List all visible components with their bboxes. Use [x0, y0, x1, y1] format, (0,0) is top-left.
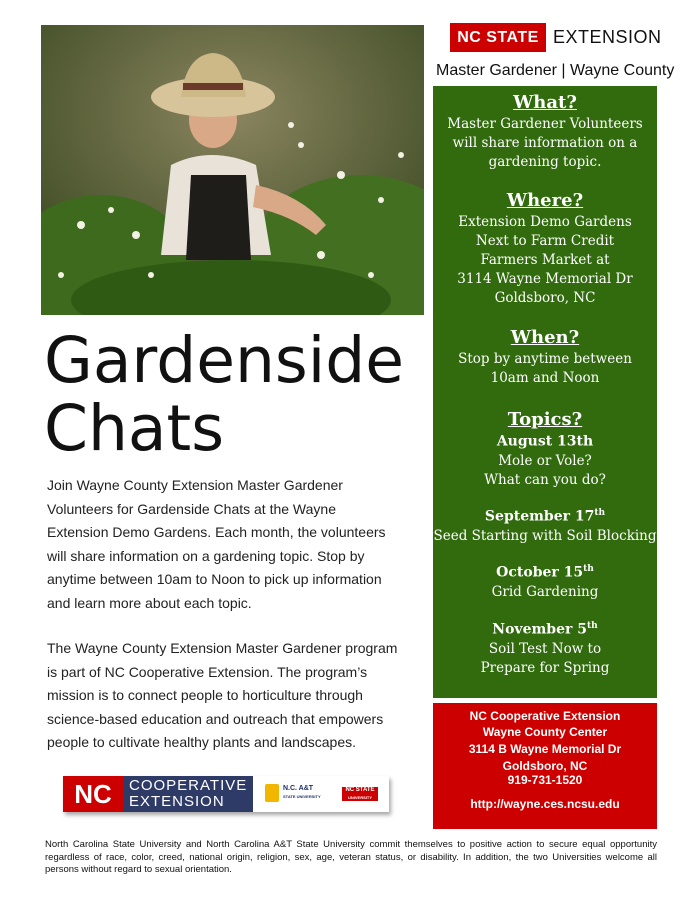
nc-cooperative-extension-logo: [63, 776, 253, 812]
page-title: [44, 324, 404, 465]
body-line: is part of NC Cooperative Extension. The program’s: [47, 663, 368, 680]
coop-wordmark: [129, 778, 247, 810]
title-line: Gardenside: [44, 324, 404, 397]
header-subtitle: Master Gardener | Wayne County: [436, 62, 675, 79]
contact-url-link[interactable]: http://wayne.ces.ncsu.edu: [470, 797, 620, 811]
topic-line: Grid Gardening: [491, 584, 599, 600]
topic-line: Mole or Vole?: [498, 453, 592, 469]
ncs-line: UNIVERSITY: [347, 795, 372, 800]
ncs-line: NC STATE: [345, 787, 375, 793]
topic-line: Prepare for Spring: [480, 660, 610, 676]
nc-state-logo: NC STATE: [450, 23, 546, 52]
contact-address: 3114 B Wayne Memorial Dr: [468, 742, 622, 756]
title-line: Chats: [44, 392, 225, 465]
where-line: Extension Demo Gardens: [458, 214, 632, 230]
equal-opportunity-statement: North Carolina State University and North Carolina A&T State University commit themselves to positive action to secure equal opportunity regardless of race, color, creed, national origin, religion, sex, age, veteran status, or disability. In addition, the two Universities welcome all persons without regard to sexual orientation.: [45, 839, 657, 875]
nc-at-wordmark: [283, 785, 321, 801]
event-info-panel: [433, 86, 657, 698]
body-line: Join Wayne County Extension Master Gardener: [47, 477, 343, 493]
topic-line: What can you do?: [484, 472, 606, 488]
nc-logo-mark: NC: [63, 776, 123, 812]
where-line: 3114 Wayne Memorial Dr: [457, 271, 633, 287]
when-heading: When?: [510, 327, 580, 348]
body-line: people to cultivate healthy plants and landscapes.: [47, 734, 356, 750]
body-line: anytime between 10am to Noon to pick up information: [47, 571, 382, 587]
contact-phone: 919-731-1520: [507, 773, 583, 787]
when-line: Stop by anytime between: [458, 351, 632, 367]
topic-date: October 15th: [496, 564, 594, 581]
extension-wordmark: EXTENSION: [553, 27, 662, 47]
topic-date: November 5th: [492, 621, 598, 638]
gardener-photo: [41, 25, 424, 315]
body-line: Volunteers for Gardenside Chats at the Wayne: [47, 500, 336, 517]
intro-paragraph: [47, 474, 417, 615]
where-line: Goldsboro, NC: [494, 290, 596, 306]
at-line: STATE UNIVERSITY: [283, 794, 321, 799]
at-line: N.C. A&T: [283, 785, 314, 792]
contact-panel: [433, 703, 657, 829]
what-line: Master Gardener Volunteers: [447, 116, 643, 132]
body-line: The Wayne County Extension Master Gardener program: [47, 640, 398, 656]
what-line: will share information on a: [452, 135, 638, 151]
body-line: mission is to connect people to horticulture through: [47, 687, 363, 703]
topics-heading: Topics?: [507, 409, 583, 430]
contact-org: NC Cooperative Extension: [469, 709, 621, 723]
contact-center: Wayne County Center: [482, 725, 608, 739]
topic-date: September 17th: [484, 508, 606, 525]
body-line: Extension Demo Gardens. Each month, the volunteers: [47, 524, 386, 540]
topic-line: Seed Starting with Soil Blocking: [433, 528, 657, 544]
topic-line: Soil Test Now to: [488, 641, 602, 657]
where-heading: Where?: [506, 190, 584, 211]
body-line: science-based education and outreach that empowers: [47, 710, 384, 727]
coop-line: EXTENSION: [129, 793, 225, 810]
topic-date: August 13th: [496, 433, 594, 450]
partner-logos: [63, 776, 389, 812]
nc-state-university-logo: [342, 787, 378, 801]
when-line: 10am and Noon: [490, 370, 600, 386]
where-line: Farmers Market at: [480, 252, 610, 268]
where-line: Next to Farm Credit: [475, 233, 615, 249]
nc-at-emblem-icon: [265, 784, 279, 802]
program-paragraph: [47, 637, 417, 755]
coop-line: COOPERATIVE: [129, 777, 248, 794]
what-line: gardening topic.: [488, 154, 602, 170]
what-heading: What?: [513, 92, 577, 113]
body-line: and learn more about each topic.: [47, 594, 252, 611]
body-line: will share information on a gardening topic. Stop by: [47, 547, 365, 564]
contact-city: Goldsboro, NC: [502, 759, 588, 773]
